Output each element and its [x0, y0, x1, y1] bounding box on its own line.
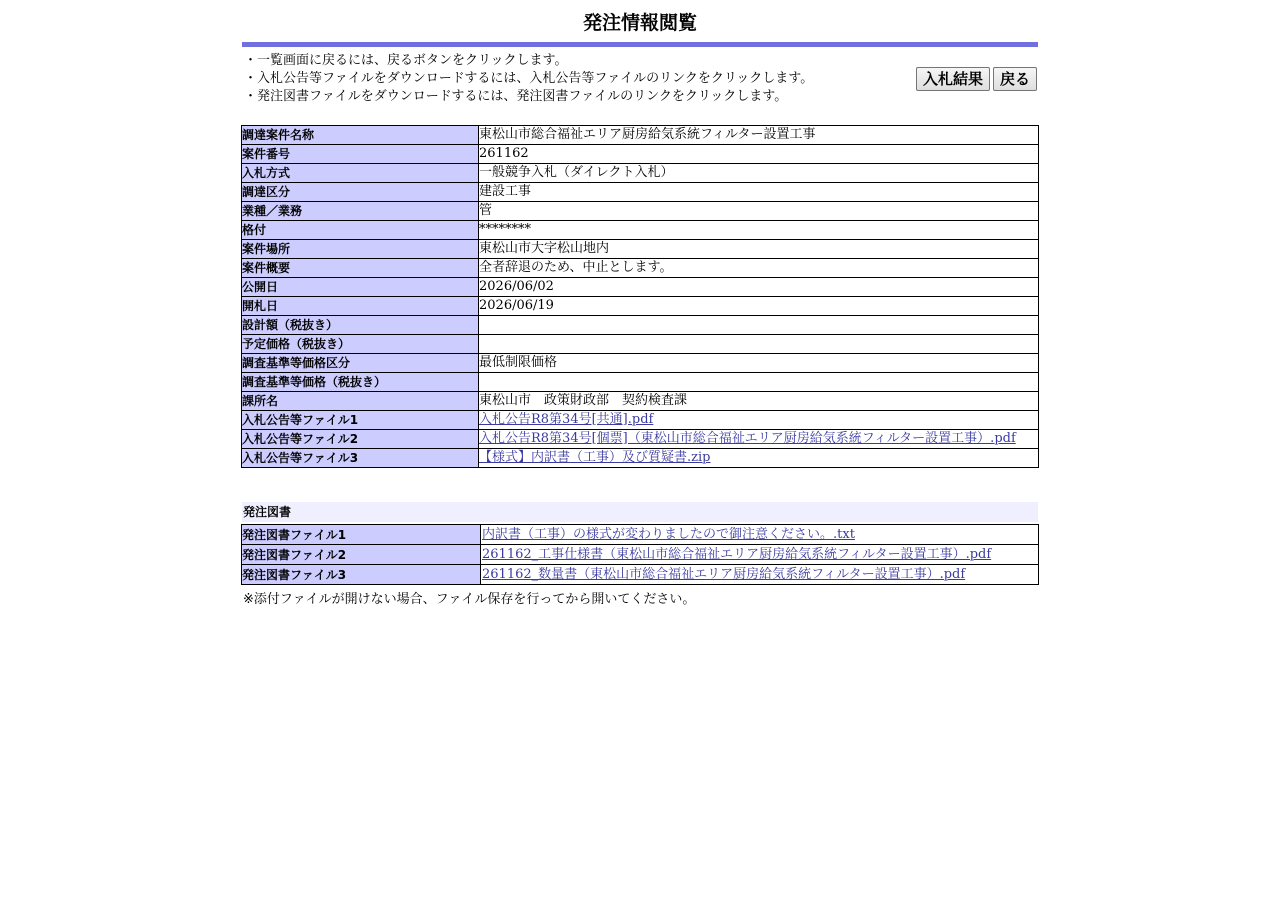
table-row	[242, 335, 1039, 354]
row-value: 261162	[479, 145, 1039, 164]
table-row	[242, 297, 1039, 316]
table-row	[242, 565, 1039, 585]
row-value: 一般競争入札（ダイレクト入札）	[479, 164, 1039, 183]
row-value: 東松山市総合福祉エリア厨房給気系統フィルター設置工事	[479, 126, 1039, 145]
table-row	[242, 316, 1039, 335]
table-row	[242, 202, 1039, 221]
page	[242, 0, 1038, 607]
notice-file-1-link[interactable]: 入札公告R8第34号[共通].pdf	[479, 412, 654, 427]
row-label: 発注図書ファイル2	[242, 545, 481, 565]
row-value	[479, 335, 1039, 354]
help-area	[242, 47, 1038, 125]
row-label: 発注図書ファイル3	[242, 565, 481, 585]
bid-result-button[interactable]: 入札結果	[916, 67, 990, 91]
row-label: 開札日	[242, 297, 479, 316]
table-row	[242, 373, 1039, 392]
row-value	[479, 373, 1039, 392]
row-value: 東松山市 政策財政部 契約検査課	[479, 392, 1039, 411]
case-info-table	[241, 125, 1039, 468]
row-value	[479, 411, 1039, 430]
order-docs-heading: 発注図書	[242, 502, 1038, 522]
table-row	[242, 183, 1039, 202]
row-label: 案件場所	[242, 240, 479, 259]
order-doc-1-link[interactable]: 内訳書（工事）の様式が変わりましたので御注意ください。.txt	[482, 527, 855, 542]
row-value: 建設工事	[479, 183, 1039, 202]
row-value: 2026/06/02	[479, 278, 1039, 297]
table-row	[242, 145, 1039, 164]
row-value	[479, 430, 1039, 449]
row-label: 入札公告等ファイル1	[242, 411, 479, 430]
button-group	[916, 67, 1037, 91]
table-row	[242, 278, 1039, 297]
table-row	[242, 354, 1039, 373]
table-row	[242, 392, 1039, 411]
help-line-notice-files: ・入札公告等ファイルをダウンロードするには、入札公告等ファイルのリンクをクリックします。	[244, 71, 814, 86]
row-label: 調達区分	[242, 183, 479, 202]
row-value: ********	[479, 221, 1039, 240]
table-row	[242, 164, 1039, 183]
row-label: 格付	[242, 221, 479, 240]
table-row	[242, 525, 1039, 545]
row-value: 最低制限価格	[479, 354, 1039, 373]
order-doc-3-link[interactable]: 261162_数量書（東松山市総合福祉エリア厨房給気系統フィルター設置工事）.pdf	[482, 567, 966, 582]
row-label: 調査基準等価格（税抜き）	[242, 373, 479, 392]
row-label: 公開日	[242, 278, 479, 297]
row-value	[481, 565, 1039, 585]
row-value: 全者辞退のため、中止とします。	[479, 259, 1039, 278]
table-row	[242, 221, 1039, 240]
row-value	[481, 545, 1039, 565]
order-doc-2-link[interactable]: 261162_工事仕様書（東松山市総合福祉エリア厨房給気系統フィルター設置工事）.pdf	[482, 547, 992, 562]
table-row	[242, 430, 1039, 449]
order-docs-table	[241, 524, 1039, 585]
row-label: 案件番号	[242, 145, 479, 164]
row-label: 課所名	[242, 392, 479, 411]
row-label: 業種／業務	[242, 202, 479, 221]
page-title: 発注情報閲覧	[582, 12, 697, 34]
row-label: 調査基準等価格区分	[242, 354, 479, 373]
row-value	[481, 525, 1039, 545]
row-value	[479, 316, 1039, 335]
row-value: 2026/06/19	[479, 297, 1039, 316]
row-value: 東松山市大字松山地内	[479, 240, 1039, 259]
attachment-note: ※添付ファイルが開けない場合、ファイル保存を行ってから開いてください。	[243, 592, 696, 607]
row-label: 入札方式	[242, 164, 479, 183]
back-button[interactable]: 戻る	[993, 67, 1037, 91]
table-row	[242, 449, 1039, 468]
help-line-order-docs: ・発注図書ファイルをダウンロードするには、発注図書ファイルのリンクをクリックします。	[244, 89, 788, 104]
help-text	[244, 52, 813, 106]
table-row	[242, 545, 1039, 565]
row-label: 発注図書ファイル1	[242, 525, 481, 545]
row-value: 管	[479, 202, 1039, 221]
table-row	[242, 126, 1039, 145]
row-label: 設計額（税抜き）	[242, 316, 479, 335]
table-row	[242, 240, 1039, 259]
help-line-back: ・一覧画面に戻るには、戻るボタンをクリックします。	[244, 53, 568, 68]
row-label: 調達案件名称	[242, 126, 479, 145]
row-label: 予定価格（税抜き）	[242, 335, 479, 354]
table-row	[242, 259, 1039, 278]
notice-file-2-link[interactable]: 入札公告R8第34号[個票]（東松山市総合福祉エリア厨房給気系統フィルター設置工事）.pdf	[479, 431, 1016, 446]
row-label: 案件概要	[242, 259, 479, 278]
notice-file-3-link[interactable]: 【様式】内訳書（工事）及び質疑書.zip	[479, 450, 711, 465]
row-value	[479, 449, 1039, 468]
row-label: 入札公告等ファイル2	[242, 430, 479, 449]
table-row	[242, 411, 1039, 430]
row-label: 入札公告等ファイル3	[242, 449, 479, 468]
